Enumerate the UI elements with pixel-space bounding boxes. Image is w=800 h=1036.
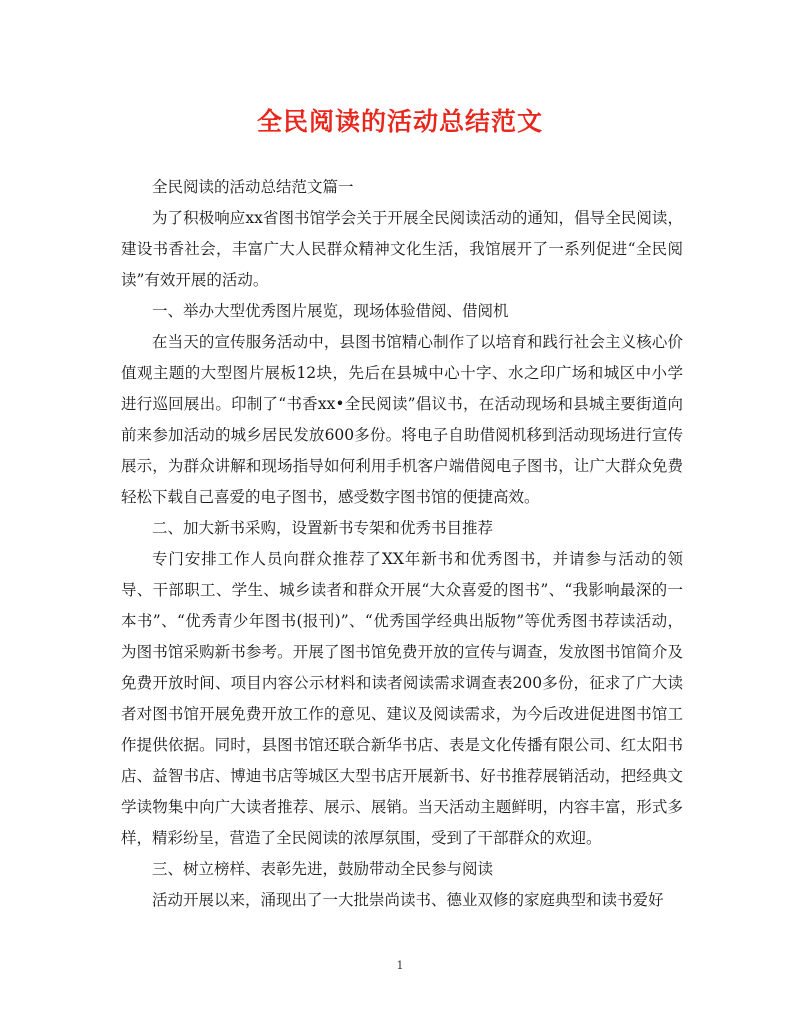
section-heading: 一、举办大型优秀图片展览，现场体验借阅、借阅机 [152,302,509,320]
body-paragraph: 在当天的宣传服务活动中，县图书馆精心制作了以培育和践行社会主义核心价值观主题的大型图片展板12块，先后在县城中心十字、水之印广场和城区中小学进行巡回展出。印制了“书香xx•全民阅读”倡议书，在活动现场和县城主要街道向前来参加活动的城乡居民发放600多份。将电子自助借阅机移到活动现场进行宣传展示，为群众讲解和现场指导如何利用手机客户端借阅电子图书，让广大群众免费轻松下载自己喜爱的电子图书，感受数字图书馆的便捷高效。 [121,333,683,506]
section-heading: 二、加大新书采购，设置新书专架和优秀书目推荐 [152,519,494,537]
section-heading: 全民阅读的活动总结范文篇一 [152,178,354,196]
body-paragraph: 专门安排工作人员向群众推荐了XX年新书和优秀图书，并请参与活动的领导、干部职工、学生、城乡读者和群众开展“大众喜爱的图书”、“我影响最深的一本书”、“优秀青少年图书(报刊)”、“优秀国学经典出版物”等优秀图书荐读活动，为图书馆采购新书参考。开展了图书馆免费开放的宣传与调查，发放图书馆简介及免费开放时间、项目内容公示材料和读者阅读需求调查表200多份，征求了广大读者对图书馆开展免费开放工作的意见、建议及阅读需求，为今后改进促进图书馆工作提供依据。同时，县图书馆还联合新华书店、表是文化传播有限公司、红太阳书店、益智书店、博迪书店等城区大型书店开展新书、好书推荐展销活动，把经典文学读物集中向广大读者推荐、展示、展销。当天活动主题鲜明，内容丰富，形式多样，精彩纷呈，营造了全民阅读的浓厚氛围，受到了干部群众的欢迎。 [121,550,683,847]
document-title: 全民阅读的活动总结范文 [256,107,543,136]
document-body [121,172,683,916]
body-paragraph: 活动开展以来，涌现出了一大批崇尚读书、德业双修的家庭典型和读书爱好 [152,891,664,909]
body-paragraph: 为了积极响应xx省图书馆学会关于开展全民阅读活动的通知，倡导全民阅读，建设书香社会，丰富广大人民群众精神文化生活，我馆展开了一系列促进“全民阅读”有效开展的活动。 [121,209,683,289]
page-number: 1 [396,959,404,972]
section-heading: 三、树立榜样、表彰先进，鼓励带动全民参与阅读 [152,860,494,878]
